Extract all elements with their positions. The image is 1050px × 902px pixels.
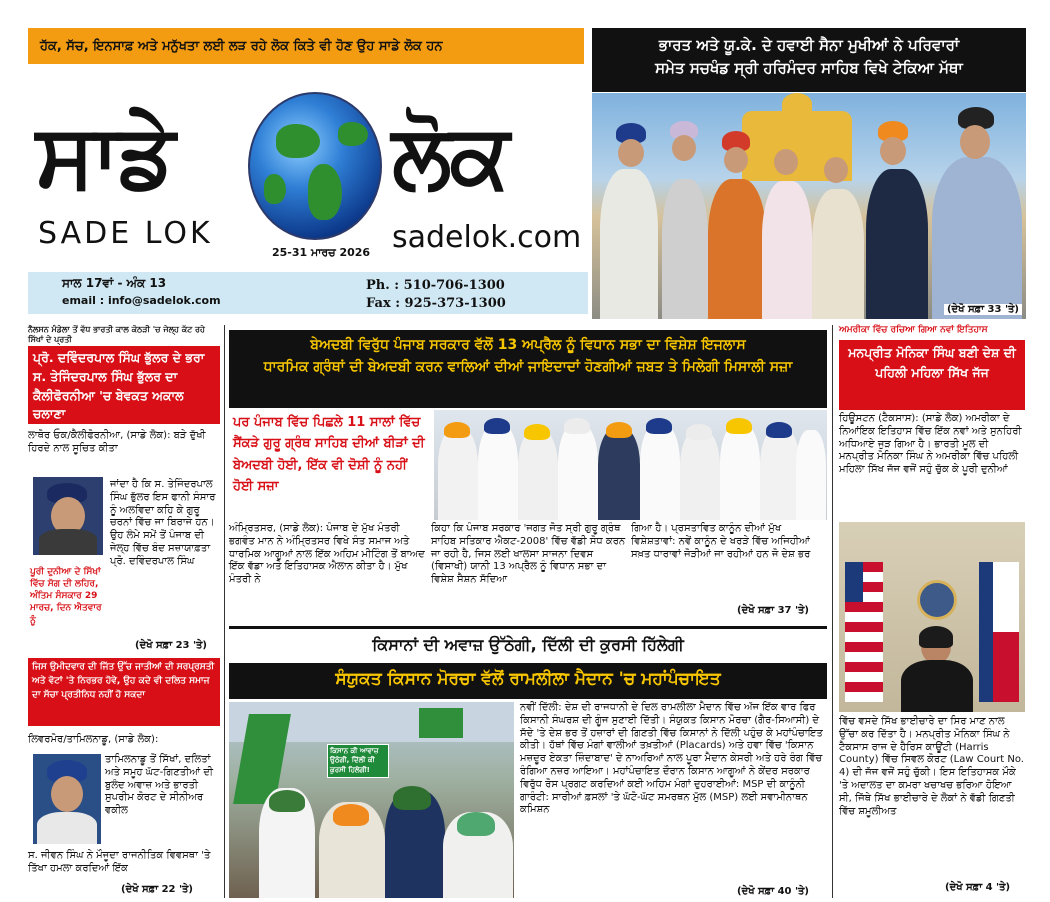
right-story-headline[interactable]: ਮਨਪ੍ਰੀਤ ਮੋਨਿਕਾ ਸਿੰਘ ਬਣੀ ਦੇਸ਼ ਦੀ ਪਹਿਲੀ ਮਹਿਲਾ ਸਿੱਖ ਜੱਜ bbox=[839, 340, 1025, 410]
left-story1-kicker: ਨੈਲਸਨ ਮੰਡੇਲਾ ਤੋਂ ਵੱਧ ਭਾਰਤੀ ਕਾਲ ਕੋਠੜੀ 'ਚ ਜੇਲ੍ਹ ਕੱਟ ਰਹੇ ਸਿੱਖਾਂ ਦੇ ਪ੍ਰਤੀ bbox=[28, 325, 205, 344]
right-story-kicker: ਅਮਰੀਕਾ ਵਿੱਚ ਰਚਿਆ ਗਿਆ ਨਵਾਂ ਇਤਿਹਾਸ bbox=[839, 325, 988, 335]
contact-email[interactable]: email : info@sadelok.com bbox=[62, 294, 221, 307]
lead-body-col2: ਕਿਹਾ ਕਿ ਪੰਜਾਬ ਸਰਕਾਰ 'ਜਗਤ ਜੋਤ ਸ੍ਰੀ ਗੁਰੂ ਗ੍ਰੰਥ ਸਾਹਿਬ ਸਤਿਕਾਰ ਐਕਟ-2008' ਵਿੱਚ ਵੱਡੀ ਸੋਧ ਕਰਨ ਜਾ ਰਹੀ ਹੈ, ਜਿਸ ਲਈ ਖਾਲਸਾ ਸਾਜਨਾ ਦਿਵਸ (ਵਿਸਾਖੀ) ਯਾਨੀ 13 ਅਪ੍ਰੈਲ ਨੂੰ ਵਿਧਾਨ ਸਭਾ ਦਾ ਵਿਸ਼ੇਸ਼ ਸੈਸ਼ਨ ਸੱਦਿਆ bbox=[431, 523, 626, 586]
left-story1-body-right: ਜਾਂਦਾ ਹੈ ਕਿ ਸ. ਤੇਜਿੰਦਰਪਾਲ ਸਿੰਘ ਭੁੱਲਰ ਇਸ ਫਾਨੀ ਸੰਸਾਰ ਨੂੰ ਅਲਵਿਦਾ ਕਹਿ ਕੇ ਗੁਰੂ ਚਰਨਾਂ ਵਿੱਚ ਜਾ ਬਿਰਾਜੇ ਹਨ। ਉਹ ਲੰਮੇ ਸਮੇਂ ਤੋਂ ਪੰਜਾਬ ਦੀ ਜੇਲ੍ਹ ਵਿੱਚ ਬੰਦ ਸਜ਼ਾਯਾਫ਼ਤਾ ਪ੍ਰੋ. ਦਵਿੰਦਰਪਾਲ ਸਿੰਘ bbox=[110, 479, 216, 567]
tagline-bar bbox=[28, 28, 584, 64]
left-story1-see-page[interactable]: (ਦੇਖੋ ਸਫ਼ਾ 23 'ਤੇ) bbox=[132, 640, 210, 651]
column-rule-right bbox=[832, 325, 833, 898]
column-rule-left bbox=[224, 325, 225, 898]
farmer-headline-line2[interactable]: ਸੰਯੁਕਤ ਕਿਸਾਨ ਮੋਰਚਾ ਵੱਲੋਂ ਰਾਮਲੀਲਾ ਮੈਦਾਨ 'ਚ ਮਹਾਂਪੰਚਾਇਤ bbox=[229, 663, 827, 699]
masthead-title-right[interactable]: ਲੋਕ bbox=[392, 104, 508, 207]
left-story2-see-page[interactable]: (ਦੇਖੋ ਸਫ਼ਾ 22 'ਤੇ) bbox=[118, 884, 196, 895]
left-story1-headline[interactable]: ਪ੍ਰੋ. ਦਵਿੰਦਰਪਾਲ ਸਿੰਘ ਭੁੱਲਰ ਦੇ ਭਰਾ ਸ. ਤੇਜਿੰਦਰਪਾਲ ਸਿੰਘ ਭੁੱਲਰ ਦਾ ਕੈਲੀਫੋਰਨੀਆ 'ਚ ਬੇਵਕਤ ਅਕਾਲ ਚਲਾਣਾ bbox=[28, 346, 220, 424]
masthead-title-left[interactable]: ਸਾਡੇ bbox=[36, 104, 173, 207]
top-right-headline-line2: ਸਮੇਤ ਸਚਖੰਡ ਸ੍ਰੀ ਹਰਿਮੰਦਰ ਸਾਹਿਬ ਵਿਖੇ ਟੇਕਿਆ ਮੱਥਾ bbox=[655, 59, 963, 78]
left-story2-body-top: ਲਿਵਰਮੋਰ/ਤਾਮਿਲਨਾਡੂ, (ਸਾਡੇ ਲੋਕ): bbox=[28, 734, 159, 745]
lead-see-page[interactable]: (ਦੇਖੋ ਸਫ਼ਾ 37 'ਤੇ) bbox=[734, 605, 812, 616]
lead-headline-line1: ਬੇਅਦਬੀ ਵਿਰੁੱਧ ਪੰਜਾਬ ਸਰਕਾਰ ਵੱਲੋਂ 13 ਅਪ੍ਰੈਲ ਨੂੰ ਵਿਧਾਨ ਸਭਾ ਦਾ ਵਿਸ਼ੇਸ਼ ਇਜਲਾਸ bbox=[310, 337, 746, 353]
issue-date: 25-31 ਮਾਰਚ 2026 bbox=[272, 246, 371, 259]
lead-headline-line2: ਧਾਰਮਿਕ ਗ੍ਰੰਥਾਂ ਦੀ ਬੇਅਦਬੀ ਕਰਨ ਵਾਲਿਆਂ ਦੀਆਂ ਜਾਇਦਾਦਾਂ ਹੋਣਗੀਆਂ ਜ਼ਬਤ ਤੇ ਮਿਲੇਗੀ ਮਿਸਾਲੀ ਸਜ਼ਾ bbox=[263, 359, 793, 376]
farmer-headline-line1[interactable]: ਕਿਸਾਨਾਂ ਦੀ ਅਵਾਜ਼ ਉੱਠੇਗੀ, ਦਿੱਲੀ ਦੀ ਕੁਰਸੀ ਹਿੱਲੇਗੀ bbox=[229, 626, 827, 660]
globe-logo[interactable] bbox=[248, 92, 382, 240]
farmer-see-page[interactable]: (ਦੇਖੋ ਸਫ਼ਾ 40 'ਤੇ) bbox=[734, 886, 812, 897]
site-url[interactable]: sadelok.com bbox=[392, 220, 582, 255]
bhullar-portrait bbox=[33, 477, 103, 555]
right-story-see-page[interactable]: (ਦੇਖੋ ਸਫ਼ਾ 4 'ਤੇ) bbox=[942, 882, 1013, 893]
left-story1-quote: ਪੂਰੀ ਦੁਨੀਆ ਦੇ ਸਿੱਖਾਂ ਵਿੱਚ ਸੋਗ ਦੀ ਲਹਿਰ, ਅੰਤਿਮ ਸੰਸਕਾਰ 29 ਮਾਰਚ, ਦਿਨ ਐਤਵਾਰ ਨੂੰ bbox=[30, 567, 102, 626]
air-chiefs-photo[interactable] bbox=[592, 93, 1026, 319]
left-story2-headline[interactable]: ਜਿਸ ਉਮੀਦਵਾਰ ਦੀ ਜਿੱਤ ਉੱਚ ਜਾਤੀਆਂ ਦੀ ਸਰਪ੍ਰਸਤੀ ਅਤੇ ਵੋਟਾਂ 'ਤੇ ਨਿਰਭਰ ਹੋਵੇ, ਉਹ ਕਦੇ ਵੀ ਦਲਿਤ ਸਮਾਜ ਦਾ ਸੱਚਾ ਪ੍ਰਤੀਨਿਧ ਨਹੀਂ ਹੋ ਸਕਦਾ bbox=[28, 658, 220, 726]
issue-volume: ਸਾਲ 17ਵਾਂ - ਅੰਕ 13 bbox=[62, 276, 167, 290]
farmers-rally-photo[interactable] bbox=[229, 702, 514, 898]
judge-portrait-photo[interactable] bbox=[839, 522, 1025, 712]
lead-subhead[interactable]: ਪਰ ਪੰਜਾਬ ਵਿੱਚ ਪਿਛਲੇ 11 ਸਾਲਾਂ ਵਿੱਚ ਸੈਂਕੜੇ ਗੁਰੂ ਗ੍ਰੰਥ ਸਾਹਿਬ ਦੀਆਂ ਬੀੜਾਂ ਦੀ ਬੇਅਦਬੀ ਹੋਈ, ਇੱਕ ਵੀ ਦੋਸ਼ੀ ਨੂੰ ਨਹੀਂ ਹੋਈ ਸਜ਼ਾ bbox=[233, 415, 425, 495]
right-story-body2: ਵਿੱਚ ਵਸਦੇ ਸਿੱਖ ਭਾਈਚਾਰੇ ਦਾ ਸਿਰ ਮਾਣ ਨਾਲ ਉੱਚਾ ਕਰ ਦਿੱਤਾ ਹੈ। ਮਨਪ੍ਰੀਤ ਮੋਨਿਕਾ ਸਿੰਘ ਨੇ ਟੈਕਸਾਸ ਰਾਜ ਦੇ ਹੈਰਿਸ ਕਾਊਂਟੀ (Harris County) ਵਿੱਚ ਸਿਵਲ ਕੋਰਟ (Law Court No. 4) ਦੀ ਜੱਜ ਵਜੋਂ ਸਹੁੰ ਚੁੱਕੀ। ਇਸ ਇਤਿਹਾਸਕ ਮੌਕੇ 'ਤੇ ਅਦਾਲਤ ਦਾ ਕਮਰਾ ਖਚਾਖਚ ਭਰਿਆ ਹੋਇਆ ਸੀ, ਜਿੱਥੇ ਸਿੱਖ ਭਾਈਚਾਰੇ ਦੇ ਲੋਕਾਂ ਨੇ ਵੱਡੀ ਗਿਣਤੀ ਵਿੱਚ ਸ਼ਮੂਲੀਅਤ bbox=[839, 716, 1024, 817]
left-story1-body-top: ਲਾਥੋਰ ਓਕ/ਕੈਲੀਫੋਰਨੀਆ, (ਸਾਡੇ ਲੋਕ): ਬੜੇ ਦੁੱਖੀ ਹਿਰਦੇ ਨਾਲ ਸੂਚਿਤ ਕੀਤਾ bbox=[28, 430, 206, 454]
farmers-banner-sign: ਕਿਸਾਨ ਕੀ ਆਵਾਜ਼ ਉਠੇਗੀ, ਦਿੱਲੀ ਕੀ ਕੁਰਸੀ ਹਿਲੇਗੀ! bbox=[327, 744, 389, 778]
tagline-text: ਹੱਕ, ਸੱਚ, ਇਨਸਾਫ਼ ਅਤੇ ਮਨੁੱਖਤਾ ਲਈ ਲੜ ਰਹੇ ਲੋਕ ਕਿਤੇ ਵੀ ਹੋਣ ਉਹ ਸਾਡੇ ਲੋਕ ਹਨ bbox=[40, 38, 443, 54]
farmer-body: ਨਵੀਂ ਦਿੱਲੀ: ਦੇਸ਼ ਦੀ ਰਾਜਧਾਨੀ ਦੇ ਦਿਲ ਰਾਮਲੀਲਾ ਮੈਦਾਨ ਵਿੱਚ ਅੱਜ ਇੱਕ ਵਾਰ ਫਿਰ ਕਿਸਾਨੀ ਸੰਘਰਸ਼ ਦੀ ਗੂੰਜ ਸੁਣਾਈ ਦਿੱਤੀ। ਸੰਯੁਕਤ ਕਿਸਾਨ ਮੋਰਚਾ (ਗੈਰ-ਸਿਆਸੀ) ਦੇ ਸੱਦੇ 'ਤੇ ਦੇਸ਼ ਭਰ ਤੋਂ ਹਜ਼ਾਰਾਂ ਦੀ ਗਿਣਤੀ ਵਿੱਚ ਕਿਸਾਨਾਂ ਨੇ ਦਿੱਲੀ ਪਹੁੰਚ ਕੇ ਮਹਾਂਪੰਚਾਇਤ ਕੀਤੀ। ਹੱਥਾਂ ਵਿੱਚ ਮੰਗਾਂ ਵਾਲੀਆਂ ਤਖ਼ਤੀਆਂ (Placards) ਅਤੇ ਹਵਾ ਵਿੱਚ 'ਕਿਸਾਨ ਮਜ਼ਦੂਰ ਏਕਤਾ ਜ਼ਿੰਦਾਬਾਦ' ਦੇ ਨਾਅਰਿਆਂ ਨਾਲ ਪੂਰਾ ਮੈਦਾਨ ਕੇਸਰੀ ਅਤੇ ਹਰੇ ਰੰਗ ਵਿੱਚ ਰੰਗਿਆ ਨਜ਼ਰ ਆਇਆ। ਮਹਾਂਪੰਚਾਇਤ ਦੌਰਾਨ ਕਿਸਾਨ ਆਗੂਆਂ ਨੇ ਕੇਂਦਰ ਸਰਕਾਰ ਵਿਰੁੱਧ ਰੋਸ ਪ੍ਰਗਟ ਕਰਦਿਆਂ ਕਈ ਅਹਿਮ ਮੰਗਾਂ ਦੁਹਰਾਈਆਂ: MSP ਦੀ ਕਾਨੂੰਨੀ ਗਾਰੰਟੀ: ਸਾਰੀਆਂ ਫ਼ਸਲਾਂ 'ਤੇ ਘੱਟੋ-ਘੱਟ ਸਮਰਥਨ ਮੁੱਲ (MSP) ਲਈ ਸਵਾਮੀਨਾਥਨ ਕਮਿਸ਼ਨ bbox=[520, 702, 823, 816]
lead-headline[interactable] bbox=[229, 330, 827, 408]
lead-body-col1: ਅੰਮ੍ਰਿਤਸਰ, (ਸਾਡੇ ਲੋਕ): ਪੰਜਾਬ ਦੇ ਮੁੱਖ ਮੰਤਰੀ ਭਗਵੰਤ ਮਾਨ ਨੇ ਅੰਮ੍ਰਿਤਸਰ ਵਿਖੇ ਸੰਤ ਸਮਾਜ ਅਤੇ ਧਾਰਮਿਕ ਆਗੂਆਂ ਨਾਲ ਇੱਕ ਅਹਿਮ ਮੀਟਿੰਗ ਤੋਂ ਬਾਅਦ ਇੱਕ ਵੱਡਾ ਅਤੇ ਇਤਿਹਾਸਕ ਐਲਾਨ ਕੀਤਾ ਹੈ। ਮੁੱਖ ਮੰਤਰੀ ਨੇ bbox=[229, 523, 425, 586]
top-right-headline[interactable] bbox=[592, 28, 1026, 92]
sant-samaj-meeting-photo[interactable] bbox=[434, 410, 827, 520]
left-story2-body-right: ਤਾਮਿਲਨਾਡੂ ਤੋਂ ਸਿੱਖਾਂ, ਦਲਿਤਾਂ ਅਤੇ ਸਮੂਹ ਘੱਟ-ਗਿਣਤੀਆਂ ਦੀ ਬੁਲੰਦ ਅਵਾਜ਼ ਅਤੇ ਭਾਰਤੀ ਸੁਪਰੀਮ ਕੋਰਟ ਦੇ ਸੀਨੀਅਰ ਵਕੀਲ bbox=[105, 754, 214, 817]
top-right-see-page[interactable]: (ਦੇਖੋ ਸਫ਼ਾ 33 'ਤੇ) bbox=[944, 304, 1022, 315]
jeevan-singh-portrait bbox=[33, 754, 101, 844]
contact-fax: Fax : 925-373-1300 bbox=[366, 296, 506, 311]
masthead-title-english: SADE LOK bbox=[38, 216, 213, 251]
contact-phone: Ph. : 510-706-1300 bbox=[366, 278, 505, 293]
left-story2-body-bottom: ਸ. ਜੀਵਨ ਸਿੰਘ ਨੇ ਮੌਜੂਦਾ ਰਾਜਨੀਤਿਕ ਵਿਵਸਥਾ 'ਤੇ ਤਿੱਖਾ ਹਮਲਾ ਕਰਦਿਆਂ ਇੱਕ bbox=[28, 850, 211, 874]
right-story-body1: ਹਿਊਸਟਨ (ਟੈਕਸਾਸ): (ਸਾਡੇ ਲੋਕ) ਅਮਰੀਕਾ ਦੇ ਨਿਆਂਇਕ ਇਤਿਹਾਸ ਵਿੱਚ ਇੱਕ ਨਵਾਂ ਅਤੇ ਸੁਨਹਿਰੀ ਅਧਿਆਏ ਜੁੜ ਗਿਆ ਹੈ। ਭਾਰਤੀ ਮੂਲ ਦੀ ਮਨਪ੍ਰੀਤ ਮੋਨਿਕਾ ਸਿੰਘ ਨੇ ਅਮਰੀਕਾ ਵਿੱਚ ਪਹਿਲੀ ਮਹਿਲਾ ਸਿੱਖ ਜੱਜ ਵਜੋਂ ਸਹੁੰ ਚੁੱਕ ਕੇ ਪੂਰੀ ਦੁਨੀਆਂ bbox=[839, 413, 1022, 476]
top-right-headline-line1: ਭਾਰਤ ਅਤੇ ਯੂ.ਕੇ. ਦੇ ਹਵਾਈ ਸੈਨਾ ਮੁਖੀਆਂ ਨੇ ਪਰਿਵਾਰਾਂ bbox=[658, 36, 960, 54]
lead-body-col3: ਗਿਆ ਹੈ। ਪ੍ਰਸਤਾਵਿਤ ਕਾਨੂੰਨ ਦੀਆਂ ਮੁੱਖ ਵਿਸ਼ੇਸ਼ਤਾਵਾਂ: ਨਵੇਂ ਕਾਨੂੰਨ ਦੇ ਖਰੜੇ ਵਿੱਚ ਅਜਿਹੀਆਂ ਸਖ਼ਤ ਧਾਰਾਵਾਂ ਜੋੜੀਆਂ ਜਾ ਰਹੀਆਂ ਹਨ ਜੋ ਦੇਸ਼ ਭਰ bbox=[631, 523, 811, 560]
